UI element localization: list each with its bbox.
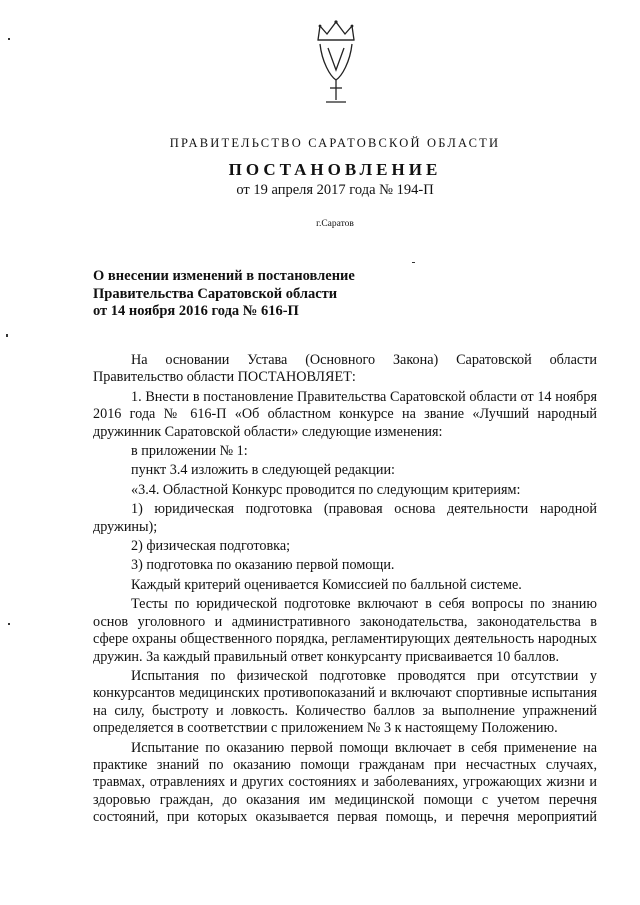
subject-line: Правительства Саратовской области <box>93 285 338 302</box>
saratov-coat-of-arms-emblem <box>300 18 372 118</box>
document-date-number: от 19 апреля 2017 года № 194-П <box>236 182 434 198</box>
subject-line: О внесении изменений в постановление <box>93 268 355 284</box>
document-subject <box>93 268 355 321</box>
document-body <box>93 352 597 829</box>
paragraph: «3.4. Областной Конкурс проводится по следующим критериям: <box>131 481 521 498</box>
document-city: г.Саратов <box>316 219 354 229</box>
paragraph: в приложении № 1: <box>131 443 248 460</box>
scan-speck <box>412 262 415 263</box>
paragraph: 3) подготовка по оказанию первой помощи. <box>131 557 395 574</box>
government-name: ПРАВИТЕЛЬСТВО САРАТОВСКОЙ ОБЛАСТИ <box>169 136 501 150</box>
paragraph: 1) юридическая подготовка (правовая основа деятельности народной дружины); <box>93 501 597 535</box>
paragraph: пункт 3.4 изложить в следующей редакции: <box>131 462 395 479</box>
scan-speck <box>8 38 10 40</box>
paragraph: Испытание по оказанию первой помощи включает в себя применение на практике знаний по оказанию помощи гражданам при несчастных случаях, травмах, отравлениях и других состояниях и заболеваниях, угрожающих жизни и здоровью граждан, до оказания им медицинской помощи с учетом перечня состояний, при которых оказывается первая помощь, и перечня мероприятий <box>93 739 597 826</box>
scan-speck <box>8 623 10 625</box>
paragraph: Испытания по физической подготовке проводятся при отсутствии у конкурсантов медицинских противопоказаний и включают спортивные испытания на силу, быстроту и ловкость. Количество баллов за выполнение упражнений определяется в соответствии с приложением № 3 к настоящему Положению. <box>93 667 597 737</box>
paragraph: Каждый критерий оценивается Комиссией по балльной системе. <box>131 576 522 593</box>
paragraph: 1. Внести в постановление Правительства Саратовской области от 14 ноября 2016 года № 616-П «Об областном конкурсе на звание «Лучший народный дружинник Саратовской области» следующие изменения: <box>93 388 597 440</box>
paragraph: 2) физическая подготовка; <box>131 538 291 555</box>
paragraph: Тесты по юридической подготовке включают в себя вопросы по знанию основ уголовного и административного законодательства, законодательства в сфере охраны общественного порядка, регламентирующих деятельность народных дружин. За каждый правильный ответ конкурсанту присваивается 10 баллов. <box>93 596 597 665</box>
paragraph: На основании Устава (Основного Закона) Саратовской области Правительство области ПОСТАНОВЛЯЕТ: <box>93 352 597 386</box>
subject-line: от 14 ноября 2016 года № 616-П <box>93 303 299 319</box>
document-type-title: ПОСТАНОВЛЕНИЕ <box>228 160 442 179</box>
scan-speck <box>6 334 8 337</box>
